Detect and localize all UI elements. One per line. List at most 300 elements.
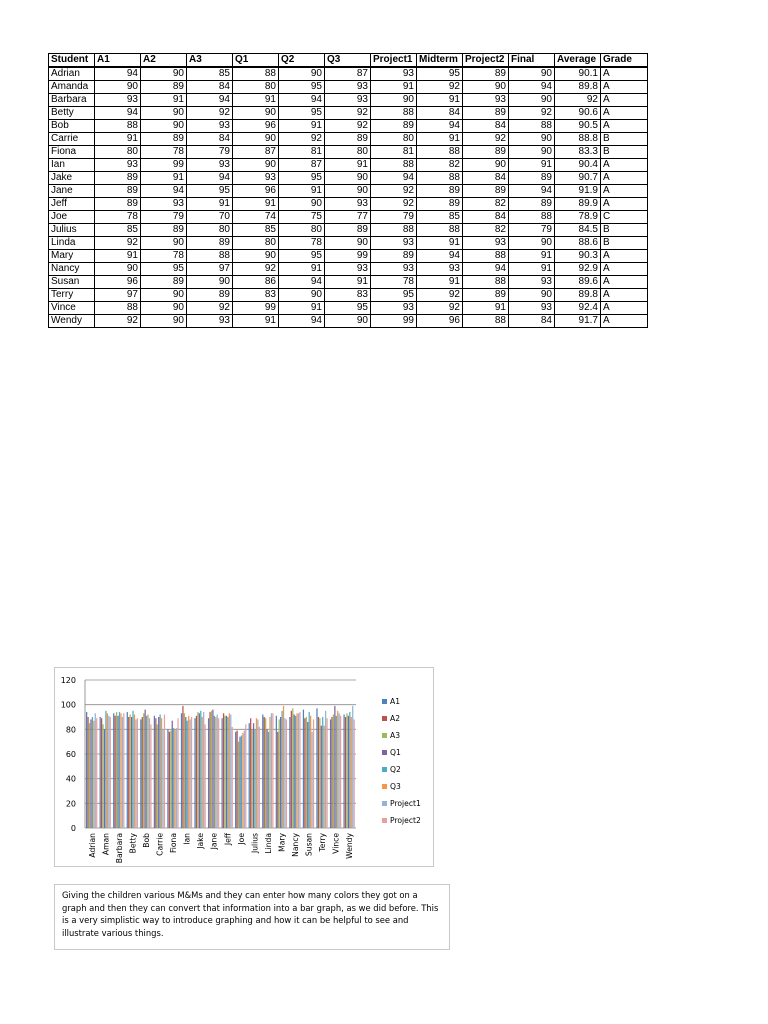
bar-a2-vince bbox=[331, 717, 332, 828]
header-q1: Q1 bbox=[233, 54, 279, 68]
header-average: Average bbox=[555, 54, 601, 68]
student-name-cell: Barbara bbox=[49, 94, 95, 107]
bar-q3-joe bbox=[242, 733, 243, 828]
y-tick-label: 60 bbox=[65, 750, 76, 759]
score-cell: 93 bbox=[417, 263, 463, 276]
bar-project1-fiona bbox=[176, 728, 177, 828]
bar-q3-terry bbox=[324, 726, 325, 828]
bar-a2-julius bbox=[250, 718, 251, 828]
score-cell: 93 bbox=[509, 276, 555, 289]
score-cell: 83 bbox=[233, 289, 279, 302]
score-cell: 89 bbox=[325, 224, 371, 237]
bar-project2-julius bbox=[259, 727, 260, 828]
score-cell: 89 bbox=[509, 198, 555, 211]
bar-a2-bob bbox=[142, 717, 143, 828]
table-row bbox=[49, 276, 648, 289]
student-name-cell: Terry bbox=[49, 289, 95, 302]
score-cell: 84 bbox=[463, 211, 509, 224]
bar-project1-bob bbox=[149, 718, 150, 828]
score-cell: 85 bbox=[95, 224, 141, 237]
bar-project2-carrie bbox=[164, 715, 165, 828]
bar-a3-vince bbox=[333, 715, 334, 828]
bar-q2-amanda bbox=[105, 711, 106, 828]
bar-a1-jake bbox=[194, 718, 195, 828]
student-name-cell: Ian bbox=[49, 159, 95, 172]
score-cell: 91 bbox=[141, 172, 187, 185]
table-row bbox=[49, 146, 648, 159]
score-cell: 94 bbox=[187, 172, 233, 185]
x-tick-label: Jake bbox=[196, 833, 206, 849]
score-cell: 91 bbox=[279, 185, 325, 198]
score-cell: 88 bbox=[371, 224, 417, 237]
bar-a1-linda bbox=[262, 715, 263, 828]
bar-q1-linda bbox=[266, 729, 267, 828]
bar-q3-mary bbox=[283, 706, 284, 828]
bar-q3-adrian bbox=[93, 721, 94, 828]
bar-a3-bob bbox=[143, 713, 144, 828]
student-name-cell: Vince bbox=[49, 302, 95, 315]
score-cell: 92 bbox=[95, 315, 141, 328]
bar-q1-jake bbox=[199, 713, 200, 828]
score-cell: 93 bbox=[233, 172, 279, 185]
score-cell: 78 bbox=[371, 276, 417, 289]
bar-q3-amanda bbox=[107, 713, 108, 828]
score-cell: 89 bbox=[141, 133, 187, 146]
bar-a1-terry bbox=[316, 708, 317, 828]
score-cell: 90 bbox=[141, 289, 187, 302]
score-cell: 89 bbox=[371, 120, 417, 133]
score-cell: 91.7 bbox=[555, 315, 601, 328]
bar-q3-barbara bbox=[120, 713, 121, 828]
score-cell: 88.8 bbox=[555, 133, 601, 146]
bar-a3-mary bbox=[279, 719, 280, 828]
legend-swatch-project1 bbox=[382, 801, 387, 806]
score-cell: 91 bbox=[509, 263, 555, 276]
x-tick-label: Mary bbox=[277, 833, 287, 852]
score-cell: 90 bbox=[509, 94, 555, 107]
score-cell: 90 bbox=[325, 315, 371, 328]
bar-a2-mary bbox=[277, 732, 278, 828]
score-cell: 89 bbox=[463, 146, 509, 159]
bar-q2-ian bbox=[187, 721, 188, 828]
student-name-cell: Wendy bbox=[49, 315, 95, 328]
table-row bbox=[49, 302, 648, 315]
grade-cell: A bbox=[601, 315, 648, 328]
score-cell: 97 bbox=[95, 289, 141, 302]
header-a3: A3 bbox=[187, 54, 233, 68]
score-cell: 93 bbox=[371, 67, 417, 81]
x-tick-label: Vince bbox=[331, 833, 341, 854]
score-cell: 82 bbox=[463, 224, 509, 237]
bar-project1-jeff bbox=[230, 715, 231, 828]
y-tick-label: 100 bbox=[60, 700, 76, 710]
table-row bbox=[49, 120, 648, 133]
table-row bbox=[49, 81, 648, 94]
header-a1: A1 bbox=[95, 54, 141, 68]
score-cell: 74 bbox=[233, 211, 279, 224]
bar-q2-wendy bbox=[349, 712, 350, 828]
student-name-cell: Adrian bbox=[49, 67, 95, 81]
score-cell: 90 bbox=[509, 289, 555, 302]
bar-a1-betty bbox=[127, 712, 128, 828]
score-cell: 90 bbox=[509, 146, 555, 159]
bar-a3-adrian bbox=[89, 723, 90, 828]
bar-a3-betty bbox=[130, 715, 131, 828]
table-row bbox=[49, 315, 648, 328]
score-cell: 94 bbox=[95, 107, 141, 120]
legend-label-q3: Q3 bbox=[390, 782, 401, 791]
score-cell: 99 bbox=[233, 302, 279, 315]
bar-project2-mary bbox=[286, 719, 287, 828]
header-q3: Q3 bbox=[325, 54, 371, 68]
bar-q3-jake bbox=[202, 717, 203, 828]
score-cell: 83 bbox=[325, 289, 371, 302]
score-cell: 91 bbox=[509, 159, 555, 172]
score-cell: 80 bbox=[95, 146, 141, 159]
bar-a2-amanda bbox=[101, 718, 102, 828]
score-cell: 88 bbox=[95, 302, 141, 315]
x-tick-label: Betty bbox=[128, 833, 138, 854]
score-cell: 81 bbox=[279, 146, 325, 159]
score-cell: 90 bbox=[279, 198, 325, 211]
score-cell: 89 bbox=[417, 198, 463, 211]
score-cell: 97 bbox=[187, 263, 233, 276]
score-cell: 89 bbox=[371, 250, 417, 263]
score-cell: 90 bbox=[233, 133, 279, 146]
score-cell: 90 bbox=[233, 250, 279, 263]
table-row bbox=[49, 107, 648, 120]
student-name-cell: Mary bbox=[49, 250, 95, 263]
score-cell: 78 bbox=[279, 237, 325, 250]
table-row bbox=[49, 185, 648, 198]
bar-project2-adrian bbox=[96, 718, 97, 828]
score-cell: 91 bbox=[417, 276, 463, 289]
score-cell: 93 bbox=[463, 237, 509, 250]
bar-project1-linda bbox=[271, 713, 272, 828]
grade-cell: C bbox=[601, 211, 648, 224]
legend-swatch-a3 bbox=[382, 733, 387, 738]
score-cell: 77 bbox=[325, 211, 371, 224]
score-cell: 89 bbox=[187, 289, 233, 302]
bar-project1-amanda bbox=[108, 716, 109, 828]
score-cell: 89.8 bbox=[555, 289, 601, 302]
bar-q1-jeff bbox=[226, 716, 227, 828]
table-row bbox=[49, 237, 648, 250]
bar-a3-jeff bbox=[224, 716, 225, 828]
score-cell: 94 bbox=[141, 185, 187, 198]
bar-q3-fiona bbox=[175, 729, 176, 828]
bar-project1-adrian bbox=[95, 713, 96, 828]
bar-a1-carrie bbox=[154, 716, 155, 828]
bar-q1-julius bbox=[253, 723, 254, 828]
score-cell: 95 bbox=[371, 289, 417, 302]
bar-q1-susan bbox=[307, 722, 308, 828]
score-cell: 89 bbox=[95, 172, 141, 185]
bar-a3-jake bbox=[197, 712, 198, 828]
grade-cell: A bbox=[601, 172, 648, 185]
bar-a3-wendy bbox=[346, 713, 347, 828]
header-a2: A2 bbox=[141, 54, 187, 68]
grade-cell: A bbox=[601, 81, 648, 94]
bar-q2-jake bbox=[200, 711, 201, 828]
header-final: Final bbox=[509, 54, 555, 68]
score-cell: 92 bbox=[325, 107, 371, 120]
bar-q1-amanda bbox=[104, 729, 105, 828]
bar-a3-nancy bbox=[292, 708, 293, 828]
bar-a2-carrie bbox=[155, 718, 156, 828]
score-cell: 95 bbox=[279, 81, 325, 94]
score-cell: 94 bbox=[279, 315, 325, 328]
student-name-cell: Jeff bbox=[49, 198, 95, 211]
score-cell: 89.9 bbox=[555, 198, 601, 211]
header-q2: Q2 bbox=[279, 54, 325, 68]
grade-cell: A bbox=[601, 67, 648, 81]
score-cell: 88 bbox=[95, 120, 141, 133]
bar-project1-mary bbox=[284, 718, 285, 828]
score-cell: 92 bbox=[371, 185, 417, 198]
score-cell: 92 bbox=[509, 107, 555, 120]
x-tick-label: Susan bbox=[304, 833, 314, 857]
score-cell: 91 bbox=[233, 94, 279, 107]
score-cell: 90 bbox=[509, 133, 555, 146]
bar-project1-jane bbox=[217, 715, 218, 828]
x-tick-label: Terry bbox=[318, 833, 328, 852]
bar-project2-wendy bbox=[354, 719, 355, 828]
score-cell: 90 bbox=[371, 94, 417, 107]
student-name-cell: Amanda bbox=[49, 81, 95, 94]
grade-cell: A bbox=[601, 263, 648, 276]
bar-q2-jeff bbox=[227, 717, 228, 828]
score-cell: 89 bbox=[141, 276, 187, 289]
score-cell: 90 bbox=[509, 67, 555, 81]
score-cell: 91 bbox=[279, 263, 325, 276]
legend-swatch-project2 bbox=[382, 818, 387, 823]
score-cell: 80 bbox=[233, 81, 279, 94]
x-tick-label: Linda bbox=[263, 833, 273, 854]
bar-project1-julius bbox=[257, 719, 258, 828]
caption-text: Giving the children various M&Ms and they can enter how many colors they got on a graph and then they can convert that information into a bar graph, as we did before. This is a very simplistic way to introduce graphing and how it can be helpful to see and illustrate various things. bbox=[54, 884, 450, 950]
score-cell: 79 bbox=[509, 224, 555, 237]
bar-a2-linda bbox=[264, 717, 265, 828]
y-tick-label: 40 bbox=[65, 774, 76, 784]
bar-a3-ian bbox=[184, 713, 185, 828]
score-cell: 94 bbox=[509, 81, 555, 94]
student-name-cell: Julius bbox=[49, 224, 95, 237]
header-grade: Grade bbox=[601, 54, 648, 68]
grades-bar-chart bbox=[54, 667, 434, 867]
bar-q3-carrie bbox=[161, 718, 162, 828]
bar-project2-jake bbox=[204, 724, 205, 828]
score-cell: 94 bbox=[279, 94, 325, 107]
score-cell: 93 bbox=[95, 159, 141, 172]
table-row bbox=[49, 67, 648, 81]
score-cell: 88 bbox=[463, 276, 509, 289]
bar-a1-bob bbox=[140, 719, 141, 828]
grade-cell: B bbox=[601, 133, 648, 146]
bar-q2-adrian bbox=[92, 717, 93, 828]
score-cell: 91 bbox=[371, 81, 417, 94]
score-cell: 87 bbox=[325, 67, 371, 81]
x-tick-label: Bob bbox=[141, 833, 151, 848]
score-cell: 88.6 bbox=[555, 237, 601, 250]
score-cell: 89 bbox=[325, 133, 371, 146]
score-cell: 99 bbox=[141, 159, 187, 172]
score-cell: 80 bbox=[371, 133, 417, 146]
score-cell: 91 bbox=[509, 250, 555, 263]
score-cell: 94 bbox=[463, 263, 509, 276]
bar-project1-vince bbox=[339, 713, 340, 828]
bar-project2-amanda bbox=[110, 717, 111, 828]
student-name-cell: Jane bbox=[49, 185, 95, 198]
bar-project2-vince bbox=[340, 716, 341, 828]
score-cell: 90 bbox=[141, 315, 187, 328]
score-cell: 90 bbox=[95, 81, 141, 94]
bar-project1-ian bbox=[190, 719, 191, 828]
score-cell: 91 bbox=[417, 133, 463, 146]
bar-a1-jeff bbox=[222, 718, 223, 828]
bar-a1-susan bbox=[303, 710, 304, 828]
table-row bbox=[49, 263, 648, 276]
bar-q2-terry bbox=[322, 717, 323, 828]
header-project1: Project1 bbox=[371, 54, 417, 68]
score-cell: 88 bbox=[233, 67, 279, 81]
bar-a3-joe bbox=[238, 742, 239, 828]
bar-q1-jane bbox=[212, 710, 213, 828]
score-cell: 89.6 bbox=[555, 276, 601, 289]
grade-cell: A bbox=[601, 302, 648, 315]
score-cell: 85 bbox=[417, 211, 463, 224]
score-cell: 96 bbox=[233, 185, 279, 198]
score-cell: 91 bbox=[95, 250, 141, 263]
score-cell: 92 bbox=[371, 198, 417, 211]
score-cell: 93 bbox=[371, 263, 417, 276]
bar-q2-nancy bbox=[295, 716, 296, 828]
bar-a1-vince bbox=[330, 719, 331, 828]
bar-q2-julius bbox=[254, 729, 255, 828]
score-cell: 89 bbox=[463, 289, 509, 302]
x-tick-label: Julius bbox=[250, 833, 260, 854]
score-cell: 91 bbox=[325, 159, 371, 172]
score-cell: 91 bbox=[279, 302, 325, 315]
bar-project2-nancy bbox=[299, 712, 300, 828]
bar-a3-carrie bbox=[157, 724, 158, 828]
bar-q2-joe bbox=[241, 736, 242, 829]
bar-project2-bob bbox=[150, 724, 151, 828]
bar-a2-jake bbox=[196, 716, 197, 828]
score-cell: 95 bbox=[417, 67, 463, 81]
score-cell: 90 bbox=[463, 81, 509, 94]
score-cell: 90 bbox=[141, 67, 187, 81]
bar-q3-julius bbox=[256, 718, 257, 828]
bar-a3-linda bbox=[265, 718, 266, 828]
bar-project2-terry bbox=[326, 718, 327, 828]
student-name-cell: Carrie bbox=[49, 133, 95, 146]
table-row bbox=[49, 224, 648, 237]
score-cell: 99 bbox=[325, 250, 371, 263]
score-cell: 92 bbox=[555, 94, 601, 107]
legend-swatch-q2 bbox=[382, 767, 387, 772]
grade-cell: B bbox=[601, 146, 648, 159]
bar-q1-vince bbox=[334, 706, 335, 828]
legend-swatch-a1 bbox=[382, 699, 387, 704]
score-cell: 90 bbox=[95, 263, 141, 276]
x-tick-label: Carrie bbox=[155, 833, 165, 856]
score-cell: 94 bbox=[279, 276, 325, 289]
x-tick-label: Wendy bbox=[345, 833, 355, 859]
score-cell: 91 bbox=[325, 276, 371, 289]
table-row bbox=[49, 289, 648, 302]
score-cell: 82 bbox=[417, 159, 463, 172]
score-cell: 85 bbox=[187, 67, 233, 81]
bar-a1-fiona bbox=[167, 729, 168, 828]
bar-project1-nancy bbox=[298, 713, 299, 828]
score-cell: 70 bbox=[187, 211, 233, 224]
score-cell: 91 bbox=[141, 94, 187, 107]
score-cell: 90 bbox=[141, 107, 187, 120]
score-cell: 93 bbox=[371, 302, 417, 315]
score-cell: 92.4 bbox=[555, 302, 601, 315]
score-cell: 92 bbox=[417, 289, 463, 302]
bar-q2-jane bbox=[214, 716, 215, 828]
table-row bbox=[49, 198, 648, 211]
score-cell: 84 bbox=[187, 81, 233, 94]
score-cell: 88 bbox=[417, 224, 463, 237]
score-cell: 94 bbox=[95, 67, 141, 81]
bar-q3-ian bbox=[188, 716, 189, 828]
bar-a2-betty bbox=[128, 717, 129, 828]
bar-a2-wendy bbox=[345, 717, 346, 828]
score-cell: 91.9 bbox=[555, 185, 601, 198]
score-cell: 88 bbox=[187, 250, 233, 263]
table-row bbox=[49, 172, 648, 185]
score-cell: 92 bbox=[233, 263, 279, 276]
score-cell: 93 bbox=[325, 198, 371, 211]
score-cell: 90.4 bbox=[555, 159, 601, 172]
score-cell: 90 bbox=[325, 185, 371, 198]
x-tick-label: Joe bbox=[236, 833, 246, 845]
bar-q1-nancy bbox=[294, 715, 295, 828]
score-cell: 94 bbox=[187, 94, 233, 107]
score-cell: 84 bbox=[417, 107, 463, 120]
x-tick-label: Adrian bbox=[87, 833, 97, 858]
score-cell: 92 bbox=[417, 302, 463, 315]
x-tick-label: Barbara bbox=[114, 833, 124, 864]
bar-q2-linda bbox=[268, 732, 269, 828]
score-cell: 90.3 bbox=[555, 250, 601, 263]
student-name-cell: Betty bbox=[49, 107, 95, 120]
score-cell: 88 bbox=[417, 146, 463, 159]
score-cell: 84 bbox=[509, 315, 555, 328]
bar-project2-joe bbox=[245, 724, 246, 828]
score-cell: 90 bbox=[325, 172, 371, 185]
y-tick-label: 120 bbox=[60, 676, 76, 685]
score-cell: 95 bbox=[279, 107, 325, 120]
score-cell: 89.8 bbox=[555, 81, 601, 94]
score-cell: 94 bbox=[509, 185, 555, 198]
score-cell: 80 bbox=[325, 146, 371, 159]
table-row bbox=[49, 250, 648, 263]
score-cell: 99 bbox=[371, 315, 417, 328]
bar-project1-betty bbox=[135, 719, 136, 828]
bar-a2-ian bbox=[182, 706, 183, 828]
score-cell: 88 bbox=[371, 159, 417, 172]
bar-a1-amanda bbox=[100, 717, 101, 828]
bar-a2-jeff bbox=[223, 713, 224, 828]
score-cell: 94 bbox=[417, 250, 463, 263]
bar-a1-ian bbox=[181, 713, 182, 828]
bar-a3-amanda bbox=[102, 724, 103, 828]
score-cell: 79 bbox=[187, 146, 233, 159]
